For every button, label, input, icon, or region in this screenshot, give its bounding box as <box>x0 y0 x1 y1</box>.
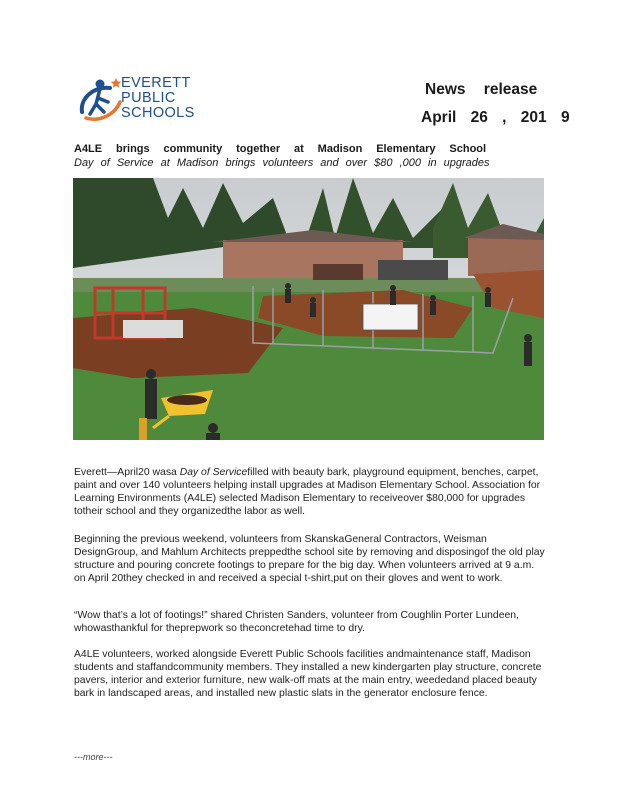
p3-text: “Wow that’s a lot of footings!” shared Christen Sanders, volunteer from Coughlin Porter Lundeen, whowasthankful for theprepwork so theconcretehad time to dry. <box>74 610 519 634</box>
p1-lead: Everett—April20 wasa <box>74 467 180 478</box>
p4-text: A4LE volunteers, worked alongside Everett Public Schools facilities andmaintenance staff, Madison students and staffandcommunity members. They installed a new kindergarten play structure, concrete pavers, interior and exterior furniture, new walk-off mats at the main entry, weededand placed beauty bark in landscaped areas, and installed new plastic slats in the generator enclosure fence. <box>74 649 542 699</box>
headline-word: at <box>294 143 304 155</box>
headline-word: together <box>236 143 281 155</box>
headline-word: Madison <box>317 143 363 155</box>
headline-word: Elementary <box>376 143 436 155</box>
logo-line-1: EVERETT <box>121 75 191 91</box>
headline-word: School <box>449 143 487 155</box>
headline-word: A4LE <box>74 143 103 155</box>
headline-word: community <box>163 143 223 155</box>
p2-text: Beginning the previous weekend, volunteers from SkanskaGeneral Contractors, Weisman DesignGroup, and Mahlum Architects preppedthe school site by removing and disposingof the old play structure and pouring concrete footings to prepare for the big day. When volunteers arrived at 9 a.m. on April 20they checked in and received a special t-shirt,put on their gloves and went to work. <box>74 534 545 584</box>
paragraph-4 <box>74 648 546 700</box>
logo-line-2: PUBLIC <box>121 90 176 106</box>
event-photo <box>73 178 544 440</box>
logo-wordmark <box>121 76 195 121</box>
headline-word: brings <box>116 143 150 155</box>
headline <box>74 143 486 155</box>
more-marker: ---more--- <box>74 752 113 762</box>
p1-rest: filled with beauty bark, playground equipment, benches, carpet, paint and over 140 volunteers helping install upgrades at Madison Elementary School. Association for Learning Environments (A4LE) selected Madison Elementary to receiveover $80,000 for upgrades totheir school and they organizedthe labor as well. <box>74 467 541 517</box>
logo-figure-icon <box>76 72 124 126</box>
paragraph-3 <box>74 609 546 635</box>
p1-italic: Day of Service <box>179 467 248 478</box>
district-logo <box>76 72 211 126</box>
subhead-rest: at Madison brings volunteers and over $80 ,000 in upgrades <box>153 157 490 169</box>
subhead-event: Day of Service <box>74 157 154 169</box>
release-date: April 26 , 201 9 <box>421 109 570 126</box>
paragraph-2 <box>74 533 546 585</box>
news-release-label: News release <box>425 81 538 98</box>
paragraph-1 <box>74 466 546 518</box>
subheadline <box>74 157 490 169</box>
logo-line-3: SCHOOLS <box>121 105 195 121</box>
